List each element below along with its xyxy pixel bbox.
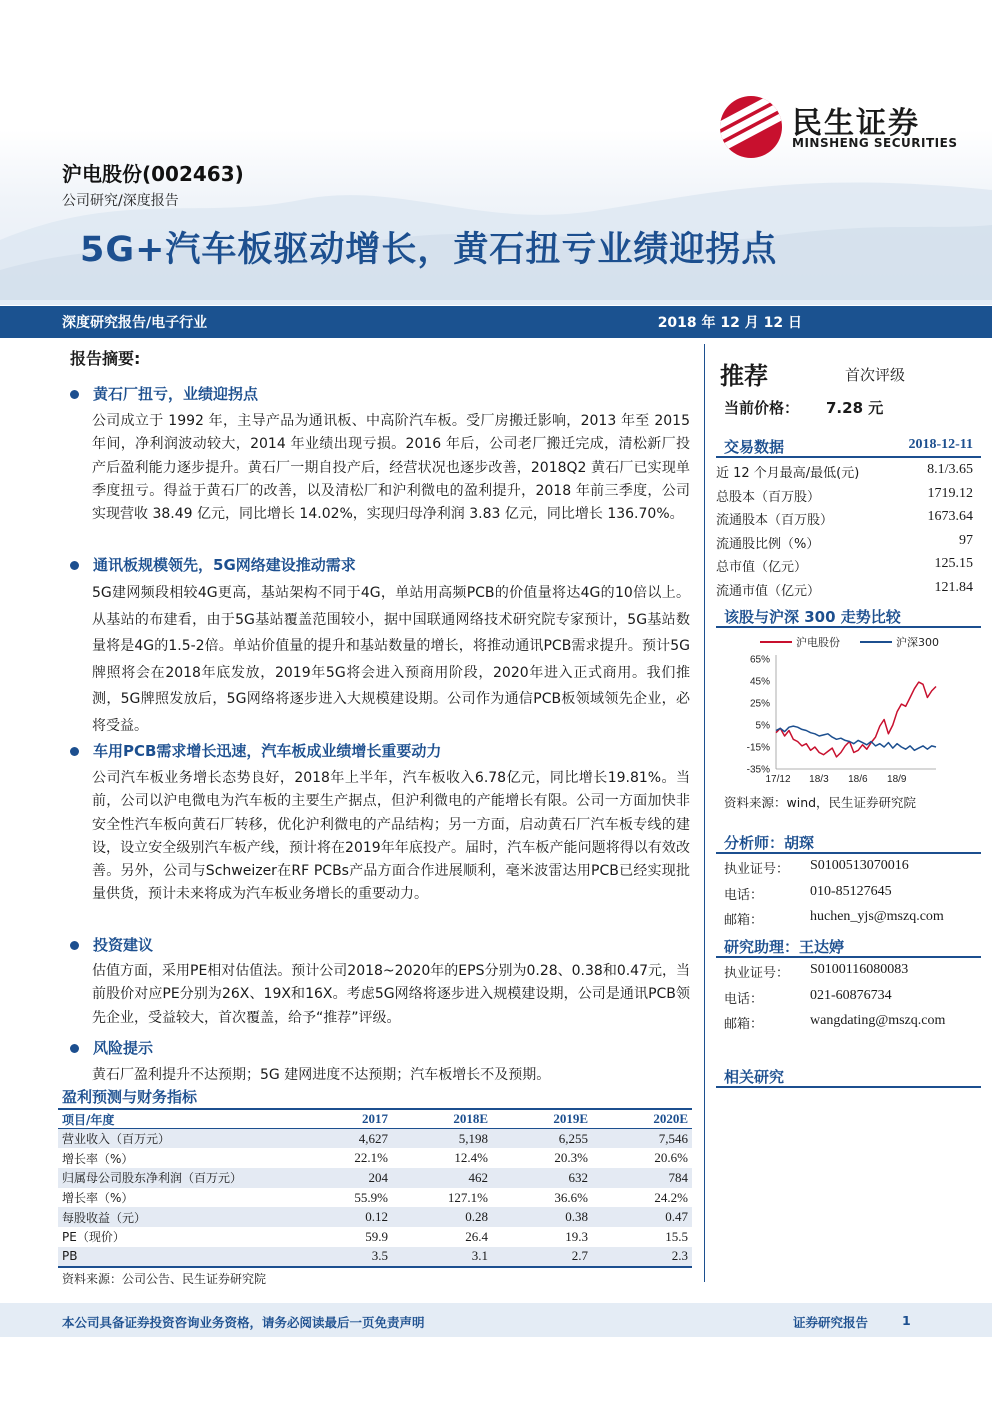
y-tick-label: 45% — [749, 676, 770, 688]
list-item: 流通股本（百万股） 1673.64 — [716, 509, 973, 529]
x-tick-label: 18/6 — [848, 774, 868, 785]
series-line — [776, 726, 936, 750]
analyst-contact — [724, 856, 984, 933]
related-research-header: 相关研究 — [716, 1064, 981, 1088]
y-tick-label: -15% — [746, 742, 770, 754]
table-header-row — [58, 1109, 692, 1129]
rating-label: 推荐 — [720, 362, 768, 390]
trend-chart — [720, 632, 982, 792]
y-tick-label: 5% — [755, 720, 770, 732]
x-tick-label: 17/12 — [765, 774, 791, 785]
section-heading: 风险提示 — [70, 1037, 153, 1058]
price-value: 7.28 元 — [826, 399, 884, 417]
x-tick-label: 18/3 — [809, 774, 829, 785]
trade-data-date: 2018-12-11 — [908, 437, 973, 452]
list-item: 电话： 010-85127645 — [724, 883, 892, 903]
table-row: 增长率（%） 22.1% 12.4% 20.3% 20.6% — [62, 1150, 688, 1166]
table-row: 增长率（%） 55.9% 127.1% 36.6% 24.2% — [62, 1189, 688, 1206]
logo-en-text: MINSHENG SECURITIES — [792, 136, 958, 150]
column-header: 2020E — [592, 1109, 692, 1129]
column-header: 2017 — [292, 1109, 392, 1129]
abstract-title: 报告摘要: — [70, 349, 141, 368]
assistant-email-link[interactable]: wangdating@mszq.com — [810, 1013, 946, 1029]
bullet-icon — [70, 747, 79, 756]
chart-source: 资料来源：wind，民生证券研究院 — [724, 795, 917, 810]
list-item: 总股本（百万股） 1719.12 — [716, 485, 973, 505]
section-heading: 投资建议 — [70, 934, 153, 955]
section-body: 5G建网频段相较4G更高，基站架构不同于4G，单站用高频PCB的价值量将达4G的10倍以上。从基站的布建看，由于5G基站覆盖范围较小，据中国联通网络技术研究院专家预计，5G基站数量将是4G的1.5-2倍。单站价值量的提升和基站数量的增长，将推动通讯PCB需求提升。预计5G牌照将会在2018年底发放，2019年5G将会进入预商用阶段，2020年进入正式商用。我们推测，5G牌照发放后，5G网络将逐步进入大规模建设期。公司作为通信PCB板领域领先企业，必将受益。 — [92, 585, 690, 734]
list-item: 流通市值（亿元） 121.84 — [716, 579, 973, 599]
section-heading: 黄石厂扭亏，业绩迎拐点 — [70, 383, 258, 404]
list-item: 总市值（亿元） 125.15 — [716, 556, 973, 576]
section-body: 公司成立于 1992 年，主导产品为通讯板、中高阶汽车板。受厂房搬迁影响，2013 年至 2015 年间，净利润波动较大，2014 年业绩出现亏损。2016 年后，公司老厂搬迁完成，清松新厂投产后盈利能力逐步提升。黄石厂一期自投产后，经营状况也逐步改善，2018Q2 黄石厂已实现单季度扭亏。得益于黄石厂的改善，以及清松厂和沪利微电的盈利提升，2018 年前三季度，公司实现营收 38.49 亿元，同比增长 14.02%，实现归母净利润 3.83 亿元，同比增长 136.70%。 — [92, 413, 690, 523]
list-item: 近 12 个月最高/最低(元) 8.1/3.65 — [716, 462, 973, 481]
trade-data-list — [716, 460, 981, 602]
y-tick-label: 65% — [749, 654, 770, 666]
y-tick-label: 25% — [749, 698, 770, 710]
section-body: 公司汽车板业务增长态势良好，2018年上半年，汽车板收入6.78亿元，同比增长19.81%。当前，公司以沪电微电为汽车板的主要生产据点，但沪利微电的产能增长有限。公司一方面加快非安全性汽车板向黄石厂转移，优化沪利微电的产品结构；另一方面，启动黄石厂汽车板专线的建设，设立安全级别汽车板产线，预计将在2019年年底投产。届时，汽车板产能问题将得以有效改善。另外，公司与Schweizer在RF PCBs产品方面合作进展顺利，毫米波雷达用PCB已经实现批量供货，预计未来将成为汽车板业务增长的重要动力。 — [92, 770, 690, 903]
report-title: 5G+汽车板驱动增长，黄石扭亏业绩迎拐点 — [80, 230, 778, 270]
column-divider — [704, 344, 705, 1282]
list-item: 流通股比例（%） 97 — [716, 532, 973, 552]
legend-label: 沪深300 — [896, 636, 939, 649]
legend-label: 沪电股份 — [796, 636, 840, 649]
column-header: 2019E — [492, 1109, 592, 1129]
bullet-icon — [70, 390, 79, 399]
footer-disclaimer: 本公司具备证券投资咨询业务资格，请务必阅读最后一页免责声明 — [62, 1315, 425, 1330]
report-category: 深度研究报告/电子行业 — [62, 315, 208, 331]
rating-note: 首次评级 — [845, 366, 906, 384]
footer-label: 证券研究报告 — [793, 1315, 869, 1330]
table-row: PB 3.5 3.1 2.7 2.3 — [58, 1247, 692, 1267]
series-line — [776, 682, 936, 757]
column-header: 2018E — [392, 1109, 492, 1129]
financials-title: 盈利预测与财务指标 — [62, 1088, 198, 1106]
report-type: 公司研究/深度报告 — [62, 193, 179, 209]
analyst-header: 分析师：胡琛 — [716, 830, 981, 854]
assistant-header: 研究助理：王达婷 — [716, 934, 981, 958]
y-tick-label: -35% — [746, 764, 770, 776]
company-logo — [720, 96, 960, 156]
assistant-contact — [724, 960, 984, 1037]
column-header: 项目/年度 — [58, 1109, 292, 1129]
page-number: 1 — [902, 1313, 911, 1328]
table-row: 每股收益（元） 0.12 0.28 0.38 0.47 — [58, 1207, 692, 1227]
financials-table — [58, 1108, 692, 1268]
section-heading: 通讯板规模领先，5G网络建设推动需求 — [70, 554, 356, 575]
x-tick-label: 18/9 — [887, 774, 907, 785]
chart-section-header: 该股与沪深 300 走势比较 — [716, 604, 981, 628]
bullet-icon — [70, 561, 79, 570]
list-item: 执业证号： S0100513070016 — [724, 858, 909, 877]
financials-source: 资料来源：公司公告、民生证券研究院 — [62, 1272, 267, 1286]
table-row: 营业收入（百万元） 4,627 5,198 6,255 7,546 — [58, 1129, 692, 1149]
list-item: 邮箱： huchen_yjs@mszq.com — [724, 909, 944, 929]
bullet-icon — [70, 1044, 79, 1053]
section-heading: 车用PCB需求增长迅速，汽车板成业绩增长重要动力 — [70, 740, 441, 761]
bullet-icon — [70, 941, 79, 950]
logo-cn-text: 民生证券 — [792, 106, 920, 141]
section-body: 黄石厂盈利提升不达预期；5G 建网进度不达预期；汽车板增长不及预期。 — [92, 1067, 551, 1083]
list-item: 邮箱： wangdating@mszq.com — [724, 1013, 946, 1033]
list-item: 电话： 021-60876734 — [724, 987, 892, 1007]
table-row: PE（现价） 59.9 26.4 19.3 15.5 — [62, 1228, 688, 1245]
logo-mark-icon — [720, 96, 782, 158]
table-row: 归属母公司股东净利润（百万元） 204 462 632 784 — [58, 1168, 692, 1188]
section-body: 估值方面，采用PE相对估值法。预计公司2018~2020年的EPS分别为0.28、0.38和0.47元，当前股价对应PE分别为26X、19X和16X。考虑5G网络将逐步进入规模建设期，公司是通讯PCB领先企业，受益较大，首次覆盖，给予“推荐”评级。 — [92, 963, 690, 1026]
analyst-email-link[interactable]: huchen_yjs@mszq.com — [810, 909, 944, 925]
report-date: 2018 年 12 月 12 日 — [657, 315, 802, 331]
trade-data-header: 交易数据 2018-12-11 — [716, 434, 981, 458]
stock-name: 沪电股份(002463) — [62, 162, 244, 186]
price-label: 当前价格： — [724, 399, 800, 417]
list-item: 执业证号： S0100116080083 — [724, 962, 909, 981]
